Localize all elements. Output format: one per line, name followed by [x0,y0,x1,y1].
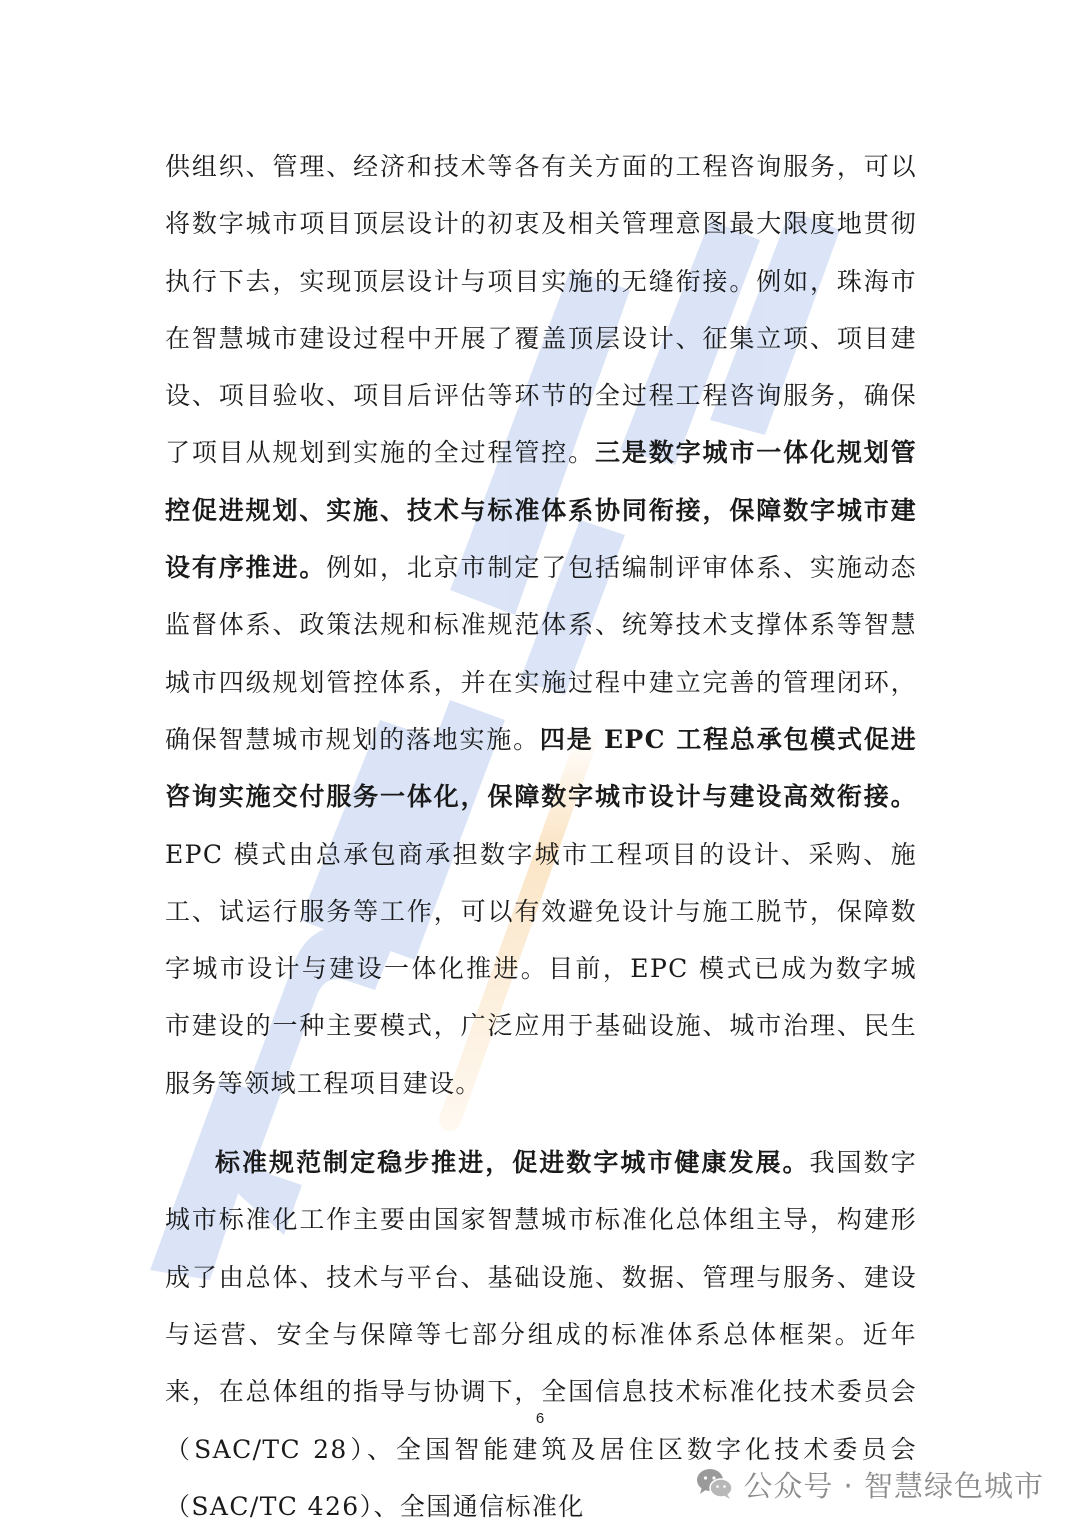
paragraph-1-segment-1: 供组织、管理、经济和技术等各有关方面的工程咨询服务，可以将数字城市项目顶层设计的初衷及相关管理意图最大限度地贯彻执行下去，实现顶层设计与项目实施的无缝衔接。例如，珠海市在智慧城市建设过程中开展了覆盖顶层设计、征集立项、项目建设、项目验收、项目后评估等环节的全过程工程咨询服务，确保了项目从规划到实施的全过程管控。 [165,152,917,468]
footer-attribution [695,1462,1044,1506]
footer-text: 公众号 · 智慧绿色城市 [743,1468,1044,1503]
paragraph-1 [165,138,917,1112]
page-number: 6 [535,1410,545,1427]
paragraph-1-segment-3: 例如，北京市制定了包括编制评审体系、实施动态监督体系、政策法规和标准规范体系、统筹技术支撑体系等智慧城市四级规划管控体系，并在实施过程中建立完善的管理闭环，确保智慧城市规划的落地实施。 [165,553,917,754]
paragraph-2-segment-2: 我国数字城市标准化工作主要由国家智慧城市标准化总体组主导，构建形成了由总体、技术与平台、基础设施、数据、管理与服务、建设与运营、安全与保障等七部分组成的标准体系总体框架。近年来，在总体组的指导与协调下，全国信息技术标准化技术委员会（SAC/TC 28）、全国智能建筑及居住区数字化技术委员会（SAC/TC 426）、全国通信标准化 [165,1148,917,1521]
paragraph-2-bold-heading: 标准规范制定稳步推进，促进数字城市健康发展。 [215,1148,810,1178]
body-text [165,138,917,1535]
paragraph-1-segment-5: EPC 模式由总承包商承担数字城市工程项目的设计、采购、施工、试运行服务等工作，可以有效避免设计与施工脱节，保障数字城市设计与建设一体化推进。目前，EPC 模式已成为数字城市建设的一种主要模式，广泛应用于基础设施、城市治理、民生服务等领域工程项目建设。 [165,839,917,1098]
paragraph-1-bold-heading-3: 三是数字城市一体化规划管控促进规划、实施、技术与标准体系协同衔接，保障数字城市建设有序推进。 [165,438,917,583]
paragraph-1-bold-heading-4: 四是 EPC 工程总承包模式促进咨询实施交付服务一体化，保障数字城市设计与建设高效衔接。 [165,724,918,812]
wechat-icon [695,1467,735,1501]
